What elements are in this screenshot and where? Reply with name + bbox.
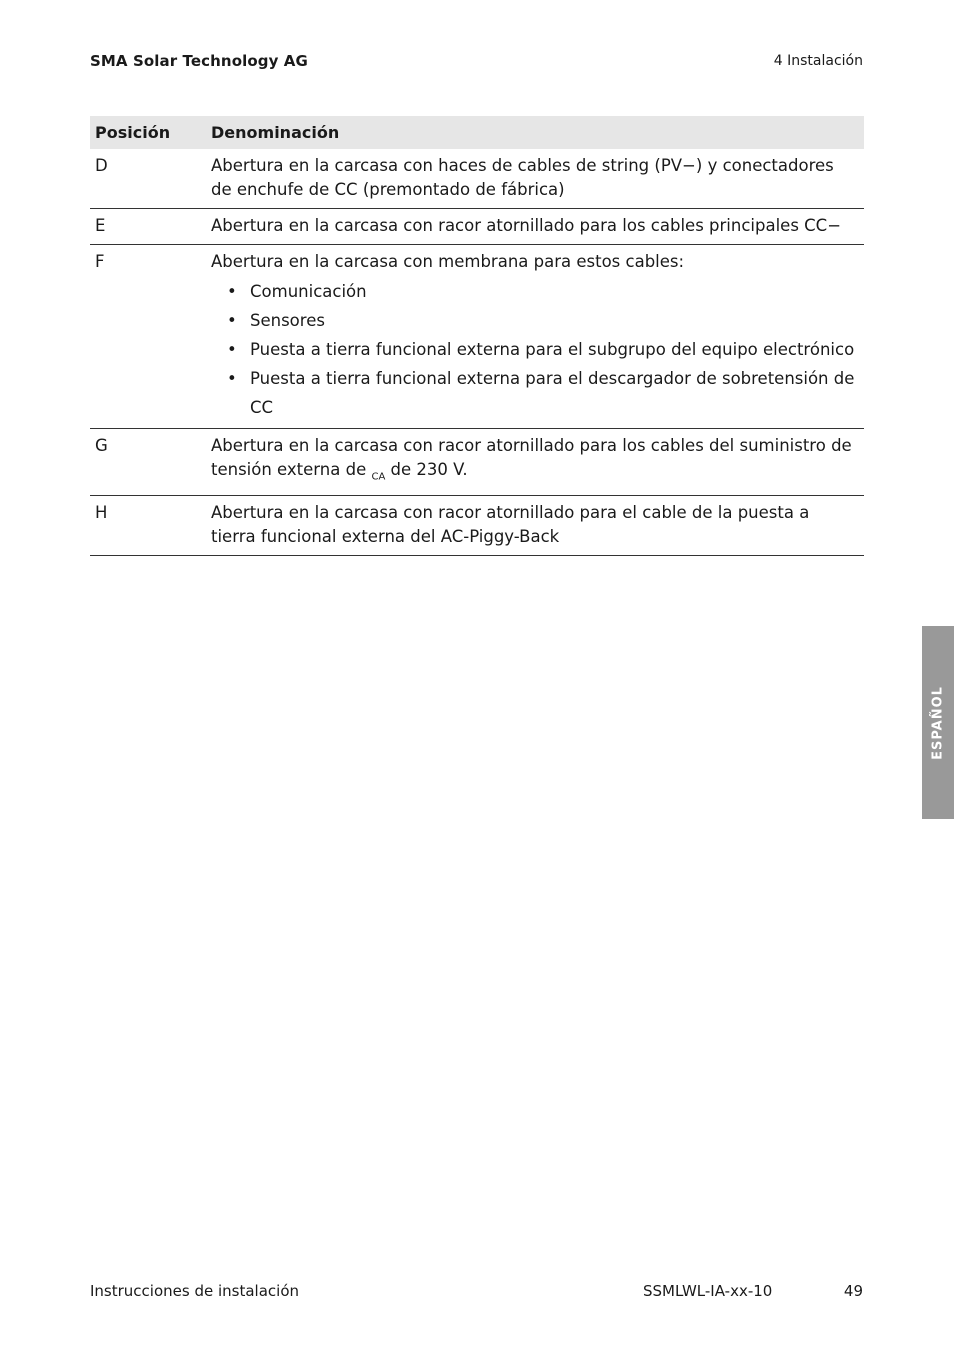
designation-cell: Abertura en la carcasa con haces de cables de string (PV−) y conectadores de enchufe de CC (premontado de fábrica) (206, 149, 864, 209)
list-item-label: Puesta a tierra funcional externa para el subgrupo del equipo electrónico (250, 340, 855, 359)
cable-list (211, 277, 858, 422)
position-cell: H (90, 496, 206, 556)
designation-cell: Abertura en la carcasa con racor atornillado para los cables principales CC− (206, 209, 864, 245)
bullet-icon: • (227, 369, 237, 388)
bullet-icon: • (227, 282, 237, 301)
list-item-label: Puesta a tierra funcional externa para el descargador de sobretensión de CC (250, 369, 855, 417)
list-item (211, 335, 858, 364)
designation-text: Abertura en la carcasa con membrana para estos cables: (211, 252, 685, 271)
table-row (90, 149, 864, 209)
page-number: 49 (843, 1282, 863, 1300)
footer-document-title: Instrucciones de instalación (90, 1282, 299, 1300)
bullet-icon: • (227, 340, 237, 359)
position-cell: E (90, 209, 206, 245)
language-tab-label: ESPAÑOL (930, 685, 946, 760)
designation-cell: Abertura en la carcasa con racor atornillado para el cable de la puesta a tierra funcional externa del AC-Piggy-Back (206, 496, 864, 556)
designation-text-end: de 230 V. (385, 460, 468, 479)
section-title: 4 Instalación (773, 53, 863, 69)
table-row (90, 209, 864, 245)
table-row (90, 496, 864, 556)
position-cell: D (90, 149, 206, 209)
column-header-designation: Denominación (206, 116, 864, 149)
table-header-row (90, 116, 864, 149)
list-item (211, 364, 858, 422)
company-name: SMA Solar Technology AG (90, 52, 308, 70)
bullet-icon: • (227, 311, 237, 330)
footer-document-code: SSMLWL-IA-xx-10 (643, 1282, 773, 1300)
list-item-label: Comunicación (250, 282, 367, 301)
table-row (90, 245, 864, 429)
list-item (211, 306, 858, 335)
designation-table (90, 116, 864, 556)
position-cell: F (90, 245, 206, 429)
list-item-label: Sensores (250, 311, 325, 330)
column-header-position: Posición (90, 116, 206, 149)
designation-text: Abertura en la carcasa con racor atornillado para los cables del suministro de tensión externa de (211, 436, 852, 479)
designation-cell (206, 245, 864, 429)
language-tab (922, 626, 954, 819)
position-cell: G (90, 429, 206, 496)
list-item (211, 277, 858, 306)
table-row (90, 429, 864, 496)
designation-cell (206, 429, 864, 496)
subscript-label: CA (371, 471, 386, 483)
